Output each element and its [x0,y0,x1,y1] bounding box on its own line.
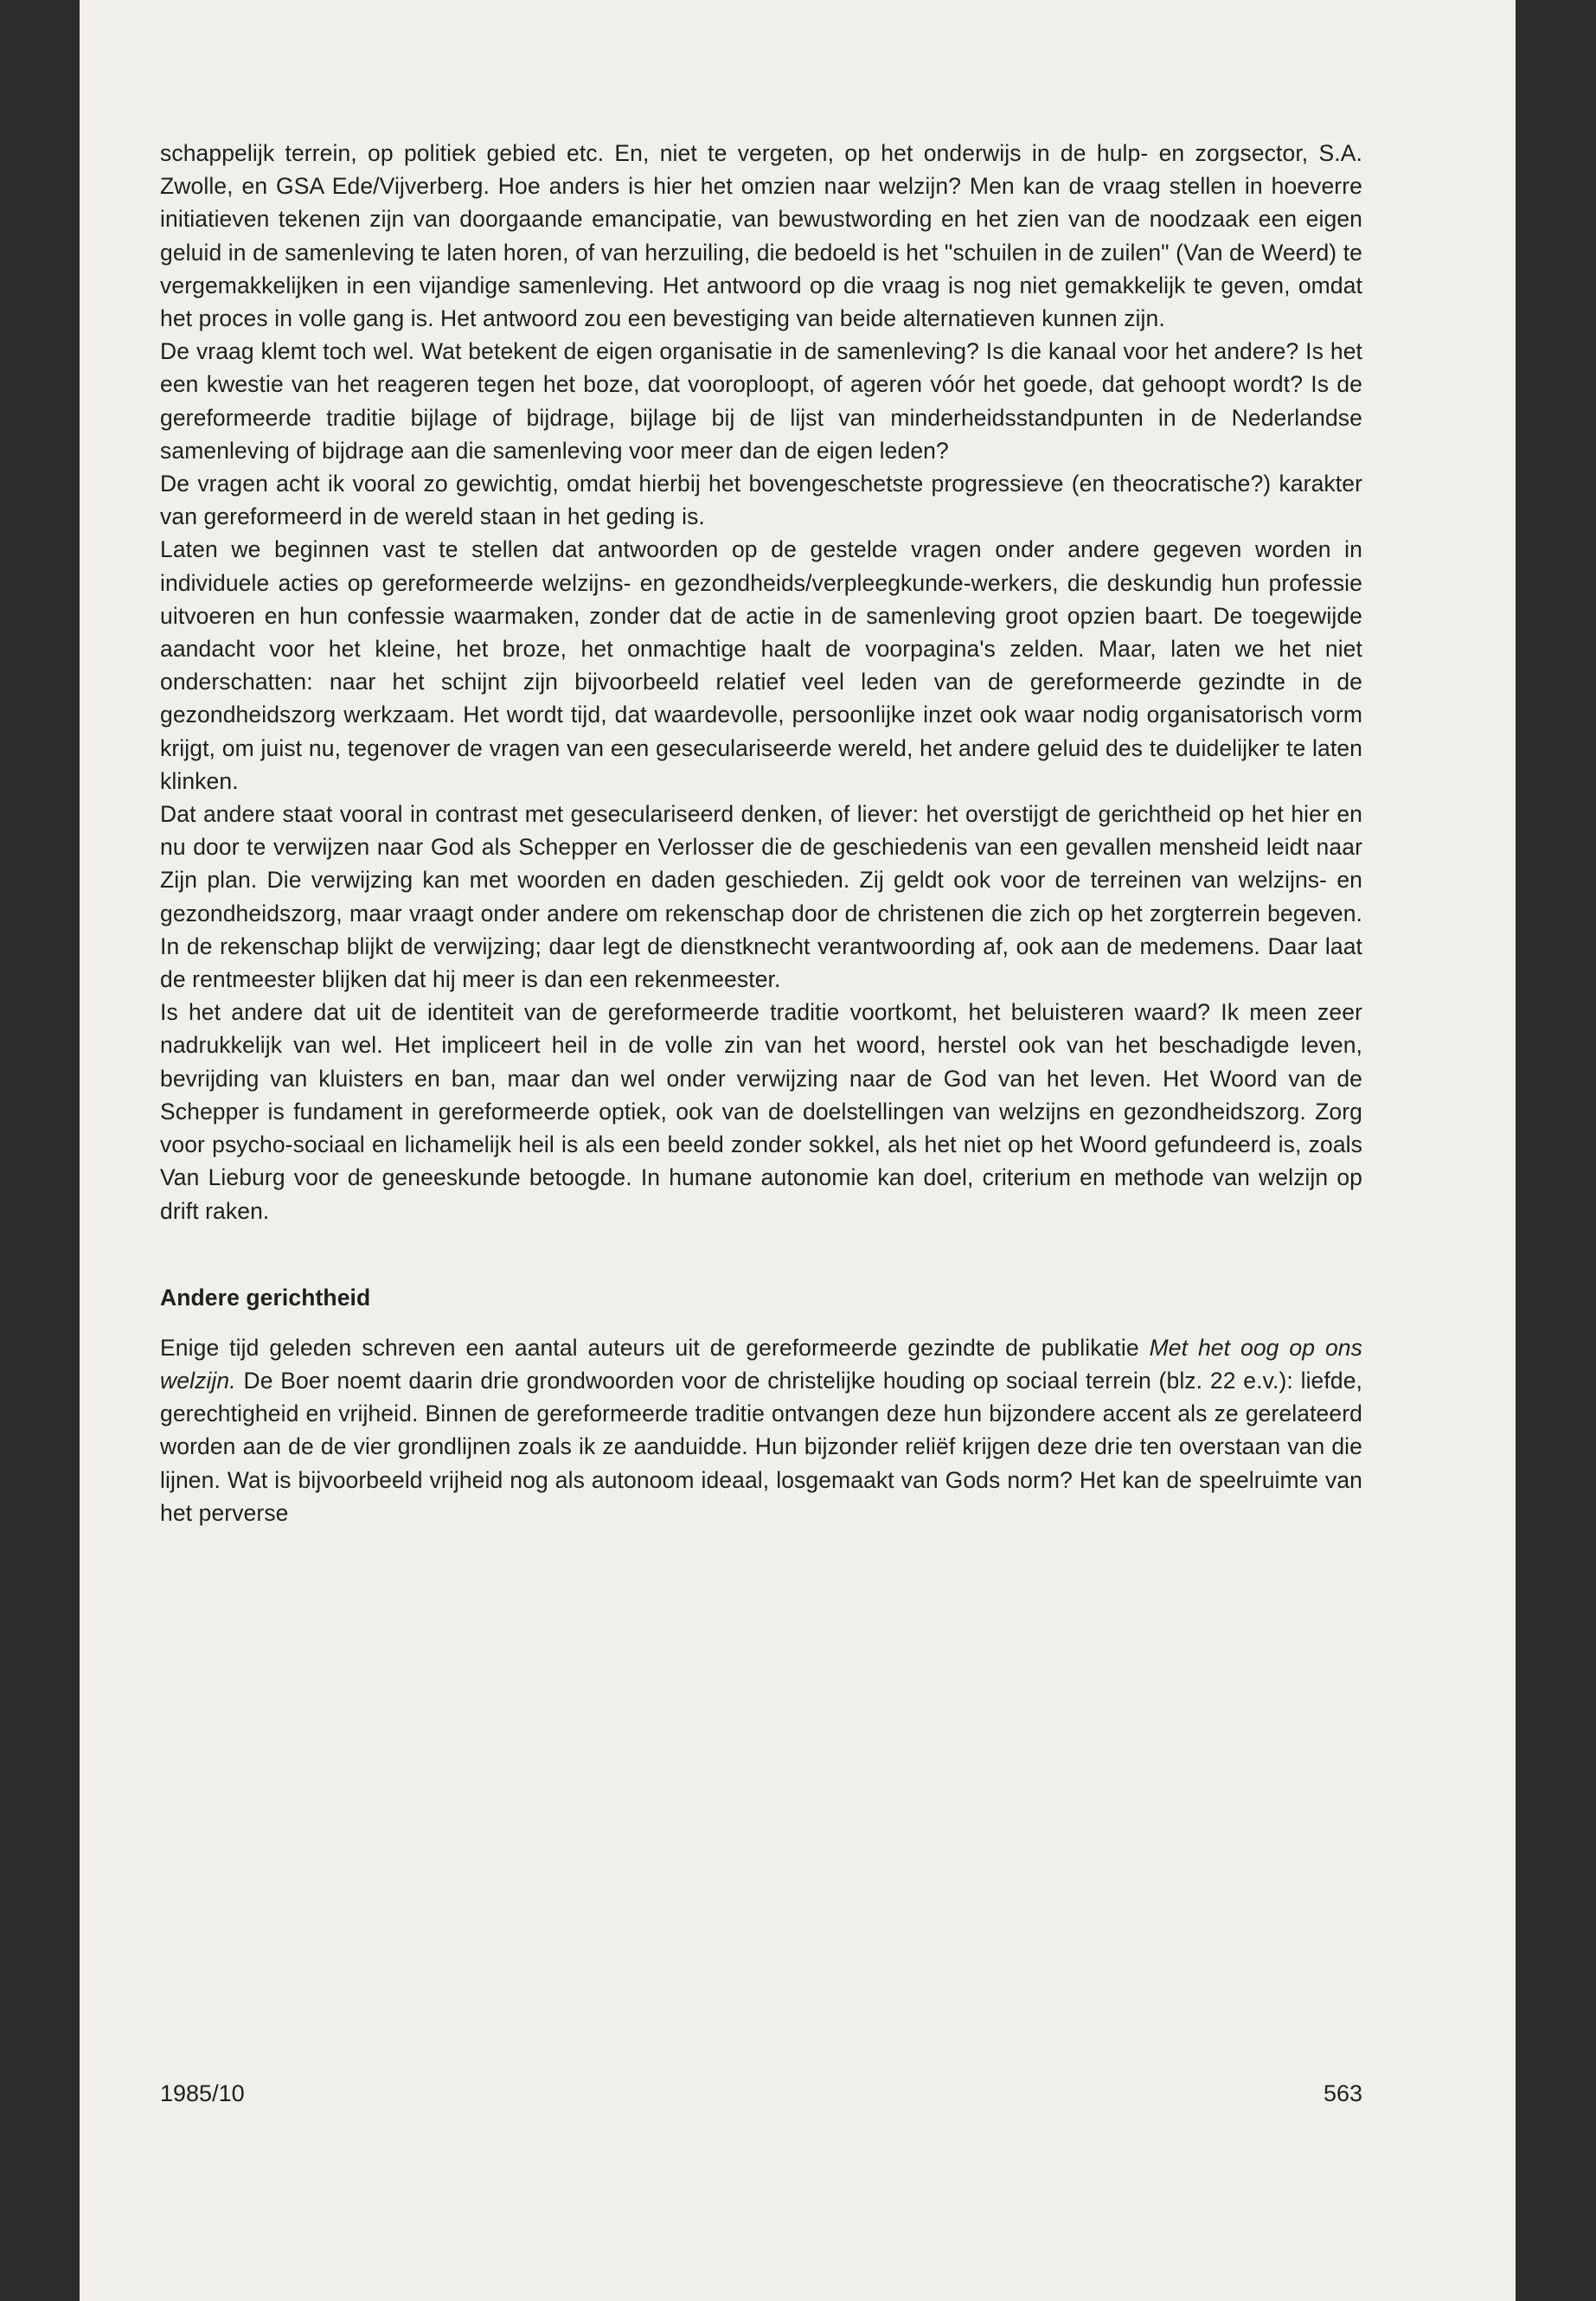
paragraph-6: Is het andere dat uit de identiteit van de gereformeerde traditie voortkomt, het beluisteren waard? Ik meen zeer nadrukkelijk van wel. Het impliceert heil in de volle zin van het woord, herstel ook van het beschadigde leven, bevrijding van kluisters en ban, maar dan wel onder verwijzing naar de God van het leven. Het Woord van de Schepper is fundament in gereformeerde optiek, ook van de doelstellingen van welzijns en gezondheidszorg. Zorg voor psycho-sociaal en lichamelijk heil is als een beeld zonder sokkel, als het niet op het Woord gefundeerd is, zoals Van Lieburg voor de geneeskunde betoogde. In humane autonomie kan doel, criterium en methode van welzijn op drift raken. [160,999,1362,1224]
section-heading: Andere gerichtheid [160,1284,371,1311]
paragraph-7 [160,1331,1362,1529]
body-text [160,137,1362,1529]
document-page [80,0,1516,2301]
paragraph-3: De vragen acht ik vooral zo gewichtig, omdat hierbij het bovengeschetste progressieve (en theocratische?) karakter van gereformeerd in de wereld staan in het geding is. [160,471,1362,530]
paragraph-1: schappelijk terrein, op politiek gebied etc. En, niet te vergeten, op het onderwijs in de hulp- en zorgsector, S.A. Zwolle, en GSA Ede/Vijverberg. Hoe anders is hier het omzien naar welzijn? Men kan de vraag stellen in hoeverre initiatieven tekenen zijn van doorgaande emancipatie, van bewustwording en het zien van de noodzaak een eigen geluid in de samenleving te laten horen, of van herzuiling, die bedoeld is het "schuilen in de zuilen" (Van de Weerd) te vergemakkelijken in een vijandige samenleving. Het antwoord op die vraag is nog niet gemakkelijk te geven, omdat het proces in volle gang is. Het antwoord zou een bevestiging van beide alternatieven kunnen zijn. [160,140,1362,332]
paragraph-7-rest: De Boer noemt daarin drie grondwoorden voor de christelijke houding op sociaal terrein (blz. 22 e.v.): liefde, gerechtigheid en vrijheid. Binnen de gereformeerde traditie ontvangen deze hun bijzondere accent als ze gerelateerd worden aan de de vier grondlijnen zoals ik ze aanduidde. Hun bijzonder reliëf krijgen deze drie ten overstaan van die lijnen. Wat is bijvoorbeeld vrijheid nog als autonoom ideaal, losgemaakt van Gods norm? Het kan de speelruimte van het perverse [160,1367,1362,1526]
page-number: 563 [1323,2080,1362,2106]
issue-number: 1985/10 [160,2080,245,2106]
paragraph-5: Dat andere staat vooral in contrast met geseculariseerd denken, of liever: het overstijgt de gerichtheid op het hier en nu door te verwijzen naar God als Schepper en Verlosser die de geschiedenis van een gevallen mensheid leidt naar Zijn plan. Die verwijzing kan met woorden en daden geschieden. Zij geldt ook voor de terreinen van welzijns- en gezondheidszorg, maar vraagt onder andere om rekenschap door de christenen die zich op het zorgterrein begeven. In de rekenschap blijkt de verwijzing; daar legt de dienstknecht verantwoording af, ook aan de medemens. Daar laat de rentmeester blijken dat hij meer is dan een rekenmeester. [160,801,1362,993]
paragraph-2: De vraag klemt toch wel. Wat betekent de eigen organisatie in de samenleving? Is die kanaal voor het andere? Is het een kwestie van het reageren tegen het boze, dat vooroploopt, of ageren vóór het goede, dat gehoopt wordt? Is de gereformeerde traditie bijlage of bijdrage, bijlage bij de lijst van minderheidsstandpunten in de Nederlandse samenleving of bijdrage aan die samenleving voor meer dan de eigen leden? [160,338,1362,464]
paragraph-7-intro: Enige tijd geleden schreven een aantal auteurs uit de gereformeerde gezindte de publikatie [160,1334,1150,1361]
publication-title: Met het oog op ons welzijn. [160,1334,1362,1394]
paragraph-4: Laten we beginnen vast te stellen dat antwoorden op de gestelde vragen onder andere gegeven worden in individuele acties op gereformeerde welzijns- en gezondheids/verpleegkunde-werkers, die deskundig hun professie uitvoeren en hun confessie waarmaken, zonder dat de actie in de samenleving groot opzien baart. De toegewijde aandacht voor het kleine, het broze, het onmachtige haalt de voorpagina's zelden. Maar, laten we het niet onderschatten: naar het schijnt zijn bijvoorbeeld relatief veel leden van de gereformeerde gezindte in de gezondheidszorg werkzaam. Het wordt tijd, dat waardevolle, persoonlijke inzet ook waar nodig organisatorisch vorm krijgt, om juist nu, tegenover de vragen van een geseculariseerde wereld, het andere geluid des te duidelijker te laten klinken. [160,536,1362,794]
